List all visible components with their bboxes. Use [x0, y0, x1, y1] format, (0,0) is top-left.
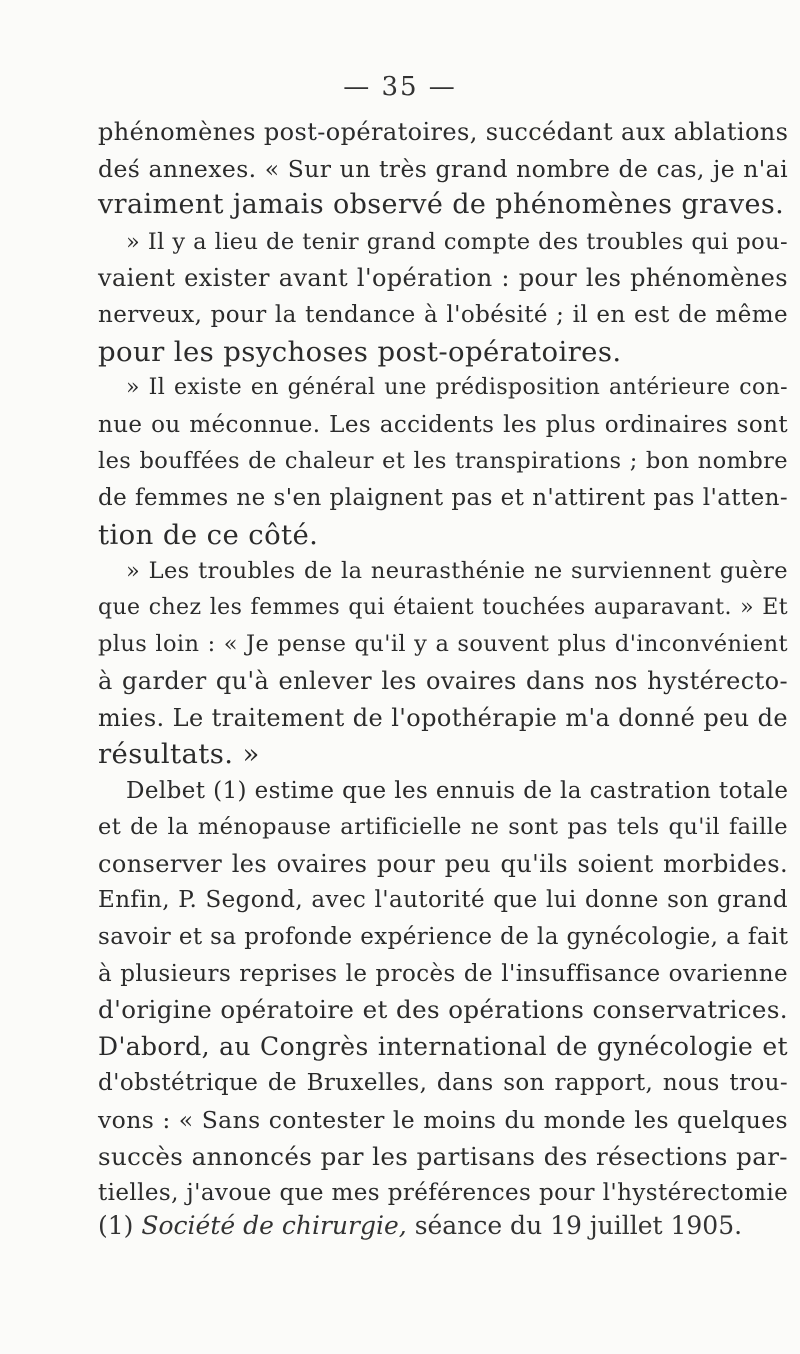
text-line: que chez les femmes qui étaient touchées auparavant. » Et — [98, 594, 788, 620]
text-line: vaient exister avant l'opération : pour les phénomènes — [98, 264, 788, 293]
text-line: » Il existe en général une prédisposition antérieure con- — [126, 375, 788, 401]
text-line: à garder qu'à enlever les ovaires dans nos hystérecto- — [98, 666, 788, 695]
text-line: les bouffées de chaleur et les transpirations ; bon nombre — [98, 448, 788, 475]
text-line: phénomènes post-opératoires, succédant aux ablations — [98, 118, 789, 146]
text-line: succès annoncés par les partisans des résections par- — [98, 1141, 788, 1171]
text-line: mies. Le traitement de l'opothérapie m'a donné peu de — [98, 703, 788, 732]
text-line: résultats. » — [98, 738, 260, 771]
text-line: d'origine opératoire et des opérations conservatrices. — [98, 995, 788, 1025]
text-line: tion de ce côté. — [98, 518, 319, 551]
text-line: pour les psychoses post-opératoires. — [98, 335, 622, 368]
footnote — [98, 1209, 788, 1243]
text-line: tielles, j'avoue que mes préférences pour l'hystérectomie — [98, 1180, 789, 1207]
text-line: d'obstétrique de Bruxelles, dans son rapport, nous trou- — [98, 1070, 788, 1097]
text-line: à plusieurs reprises le procès de l'insuffisance ovarienne — [98, 960, 788, 987]
text-line: » Les troubles de la neurasthénie ne surviennent guère — [126, 558, 788, 585]
footnote-text: séance du 19 juillet 1905. — [414, 1211, 743, 1240]
footnote-marker: (1) — [98, 1211, 134, 1240]
text-line: Enfin, P. Segond, avec l'autorité que lui donne son grand — [98, 887, 788, 914]
text-line: vraiment jamais observé de phénomènes graves. — [98, 189, 785, 221]
text-line: conserver les ovaires pour peu qu'ils soient morbides. — [98, 849, 788, 878]
text-line: savoir et sa profonde expérience de la gynécologie, a fait — [98, 924, 789, 951]
text-line: deś annexes. « Sur un très grand nombre de cas, je n'ai — [98, 154, 788, 183]
text-line: nue ou méconnue. Les accidents les plus ordinaires sont — [98, 411, 788, 438]
text-line: Delbet (1) estime que les ennuis de la castration totale — [126, 777, 789, 804]
text-line: de femmes ne s'en plaignent pas et n'attirent pas l'atten- — [98, 484, 788, 511]
text-line: plus loin : « Je pense qu'il y a souvent plus d'inconvénient — [98, 631, 788, 658]
text-line: vons : « Sans contester le moins du monde les quelques — [98, 1106, 788, 1135]
text-line: D'abord, au Congrès international de gynécologie et — [98, 1031, 788, 1061]
text-line: nerveux, pour la tendance à l'obésité ; il en est de même — [98, 301, 788, 328]
text-line: et de la ménopause artificielle ne sont pas tels qu'il faille — [98, 814, 788, 841]
page-number: — 35 — — [343, 72, 457, 102]
text-line: » Il y a lieu de tenir grand compte des troubles qui pou- — [126, 228, 788, 255]
footnote-title: Société de chirurgie, — [141, 1211, 407, 1240]
body-text — [98, 114, 788, 1212]
